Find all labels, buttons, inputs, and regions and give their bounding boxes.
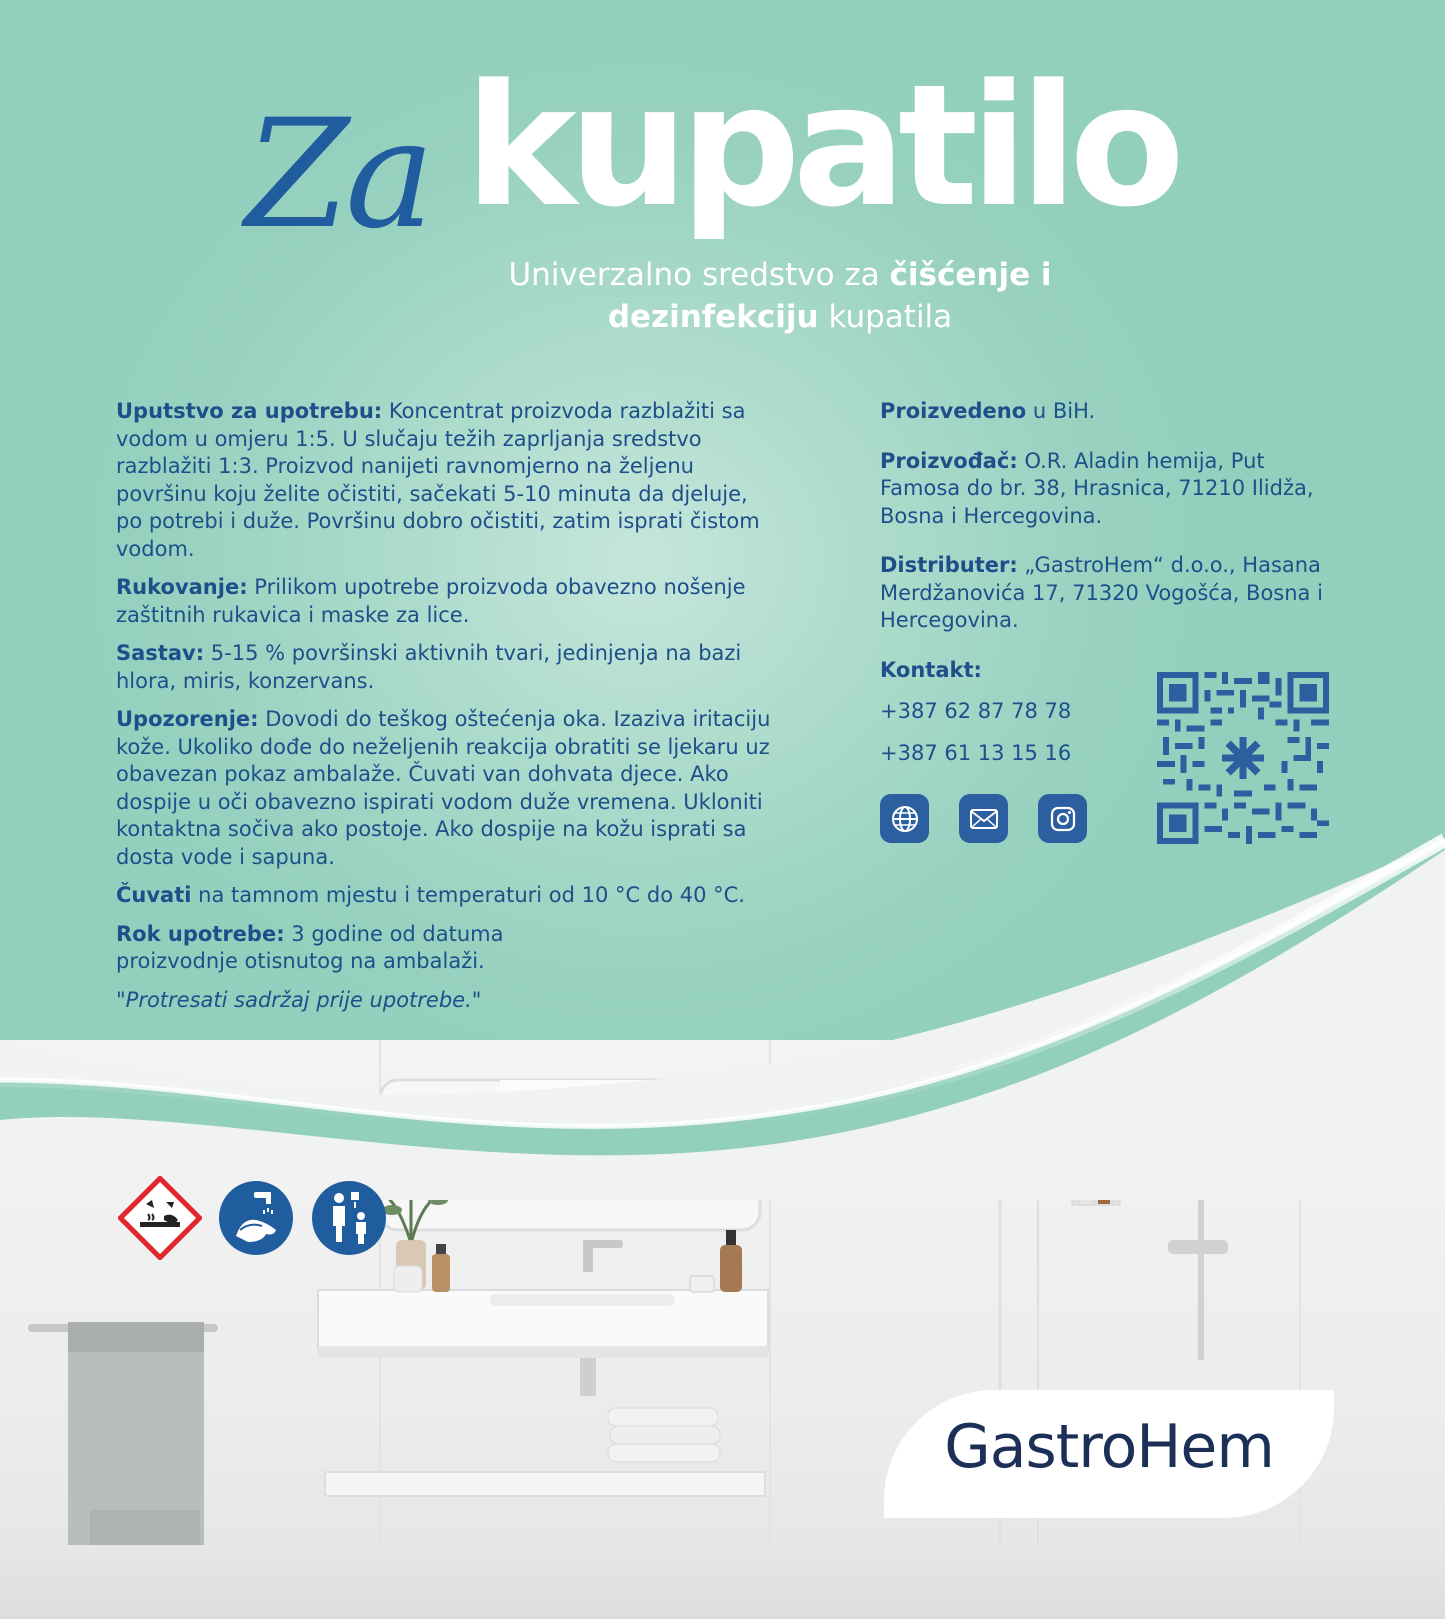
storage-label: Čuvati <box>116 883 192 907</box>
social-icons <box>880 794 1087 843</box>
usage-paragraph <box>116 398 776 563</box>
instagram-icon[interactable] <box>1038 794 1087 843</box>
producer-label: Proizvođač: <box>880 448 1018 473</box>
producer-paragraph <box>880 448 1330 531</box>
warning-paragraph <box>116 706 776 871</box>
qr-code[interactable] <box>1157 672 1329 844</box>
mail-icon[interactable] <box>959 794 1008 843</box>
subtitle-line1-normal: Univerzalno sredstvo za <box>508 257 890 293</box>
wash-hands-icon <box>218 1180 294 1256</box>
distributor-text: „GastroHem“ d.o.o., Hasana Merdžanovića 17, 71320 Vogošća, Bosna i Hercegovina. <box>880 553 1323 632</box>
keep-away-children-icon <box>311 1180 387 1256</box>
storage-text: na tamnom mjestu i temperaturi od 10 °C do 40 °C. <box>191 883 745 907</box>
brand-logo-badge <box>884 1390 1334 1518</box>
composition-paragraph <box>116 640 776 695</box>
shelf-life-label: Rok upotrebe: <box>116 921 285 946</box>
composition-text: 5-15 % površinski aktivnih tvari, jedinjenja na bazi hlora, miris, konzervans. <box>116 641 742 693</box>
brand-logo: GastroHem <box>944 1412 1274 1482</box>
phone-1[interactable]: +387 62 87 78 78 <box>880 699 1072 723</box>
composition-label: Sastav: <box>116 641 205 665</box>
handling-paragraph <box>116 574 776 629</box>
warning-label: Upozorenje: <box>116 707 259 731</box>
usage-label: Uputstvo za upotrebu: <box>116 399 383 423</box>
title-script-word: Za <box>245 88 431 262</box>
made-text: u BiH. <box>1026 399 1096 423</box>
subtitle-line1-bold: čišćenje i <box>889 257 1052 293</box>
contact-label: Kontakt: <box>880 657 982 682</box>
subtitle-line2-bold: dezinfekciju <box>607 299 819 335</box>
title-main-word: kupatilo <box>465 48 1177 244</box>
made-paragraph <box>880 398 1360 426</box>
floor <box>0 1545 1445 1619</box>
made-label: Proizvedeno <box>880 399 1027 423</box>
usage-text: Koncentrat proizvoda razblažiti sa vodom u omjeru 1:5. U slučaju težih zaprljanja sredstvo razblažiti 1:3. Proizvod nanijeti ravnomjerno na željenu površinu koju želite očistiti, sačekati 5-10 minuta da djeluje, po potrebi i duže. Površinu dobro očistiti, zatim isprati čistom vodom. <box>116 399 760 561</box>
distributor-paragraph <box>880 552 1350 635</box>
phone-2[interactable]: +387 61 13 15 16 <box>880 740 1072 765</box>
warning-text: Dovodi do teškog oštećenja oka. Izaziva iritaciju kože. Ukoliko dođe do neželjenih reakcija obratiti se ljekaru uz obavezan pokaz ambalaže. Čuvati van dohvata djece. Ako dospije u oči obavezno ispirati vodom duže vremena. Ukloniti kontaktna sočiva ako postoje. Ako dospije na kožu isprati sa dosta vode i sapuna. <box>116 707 771 869</box>
handling-label: Rukovanje: <box>116 575 248 599</box>
subtitle <box>420 254 1140 338</box>
corrosive-hazard-icon <box>118 1176 202 1260</box>
shelf-life-paragraph <box>116 921 536 976</box>
producer-text: O.R. Aladin hemija, Put Famosa do br. 38, Hrasnica, 71210 Ilidža, Bosna i Hercegovina. <box>880 448 1314 528</box>
storage-paragraph <box>116 882 776 910</box>
shelf-life-text: 3 godine od datuma proizvodnje otisnutog na ambalaži. <box>116 921 504 973</box>
distributor-label: Distributer: <box>880 553 1018 577</box>
instructions-column <box>116 398 776 1025</box>
shake-quote: "Protresati sadržaj prije upotrebe." <box>116 987 482 1012</box>
handling-text: Prilikom upotrebe proizvoda obavezno nošenje zaštitnih rukavica i maske za lice. <box>116 575 746 627</box>
subtitle-line2-normal: kupatila <box>818 299 953 335</box>
globe-icon[interactable] <box>880 794 929 843</box>
